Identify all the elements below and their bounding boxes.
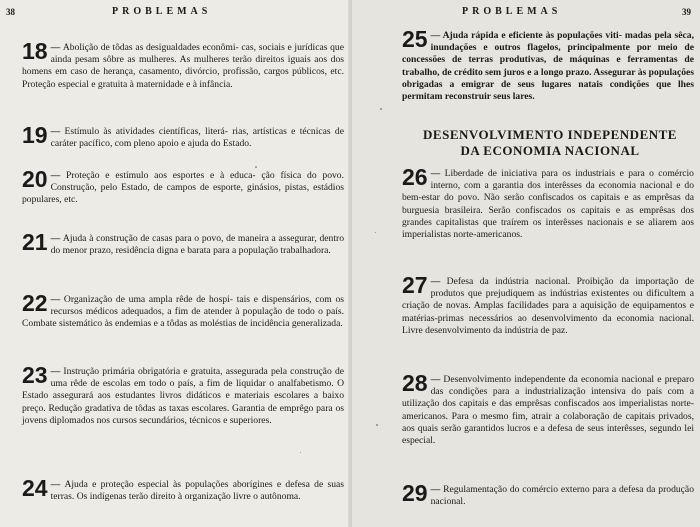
item-text: de maneira a assegurar, dentro do menor prazo, residência digna e barata para a população trabalhadora. xyxy=(50,233,344,257)
print-speck xyxy=(255,166,257,168)
item-lead: Liberdade de iniciativa para os industriais xyxy=(444,168,616,179)
item-number: 18 xyxy=(22,38,48,64)
item-24: 24 — Ajuda e proteção especial às populações aborígines e defesa de suas terras. Os indígenas terão direito à organização livre o autônoma. xyxy=(22,475,344,503)
item-lead: Organização de uma ampla rêde de hospi- xyxy=(63,294,233,305)
item-text: e para o comércio interno, com a garantia dos interêsses da economia nacional e do bem-estar do povo. Não serão confiscados os capitais e as emprêsas da burguesia brasileira. Serão confiscados os capitais e as emprêsas dos grandes capitalistas que traírem os interêsses nacionais e se aliarem aos imperialistas norte-americanos. xyxy=(402,168,694,241)
item-18: 18 — Abolição de tôdas as desigualdades econômi- cas, sociais e jurídicas que ainda pesam sôbre as mulheres. As mulheres terão direitos iguais aos dos homens em caso de herança, casamento, divórcio, profissão, cargos públicos, etc. Proteção especial e gratuita à maternidade e à infância. xyxy=(22,38,344,90)
item-text: a defesa da produção nacional. xyxy=(430,484,694,508)
print-speck xyxy=(376,424,378,426)
item-lead: Instrução primária obrigatória e gratuita, xyxy=(63,366,223,377)
item-text: madas pela sêca, inundações e outros flagelos, principalmente por meio de concessões de terras produtivas, de máquinas e ferramentas de trabalho, de crédito sem juros e a longo prazo. Assegurar às populações obrigadas a emigrar de seus lugares natais condições que lhes permitam reconstruir seus lares. xyxy=(402,30,694,103)
item-lead: Ajuda e proteção especial às populações xyxy=(64,479,229,490)
item-text: rias, artísticas e técnicas de caráter pacífico, com pleno apoio e ajuda do Estado. xyxy=(50,126,344,150)
page-number-right: 39 xyxy=(682,7,691,17)
item-26: 26 — Liberdade de iniciativa para os industriais e para o comércio interno, com a garantia dos interêsses da economia nacional e do bem-estar do povo. Não serão confiscados os capitais e as emprêsas da burguesia brasileira. Serão confiscados os capitais e as emprêsas dos grandes capitalistas que traírem os interêsses nacionais e se aliarem aos imperialistas norte-americanos. xyxy=(402,164,694,241)
running-header-right: PROBLEMAS xyxy=(462,6,562,17)
section-title xyxy=(400,127,700,159)
item-text: nacional e preparo das condições para a industrialização intensiva do país com a utilização dos capitais e das emprêsas confiscados aos imperialistas norte-americanos. Para o mesmo fim, atrair a colaboração de capitais privados, aos quais serão garantidos lucros e a defesa de seus interêsses, segundo lei especial. xyxy=(402,374,694,447)
item-text: aborígines e defesa de suas terras. Os indígenas terão direito à organização livre o autônoma. xyxy=(50,479,344,503)
item-number: 22 xyxy=(22,290,48,316)
item-21: 21 — Ajuda à construção de casas para o povo, de maneira a assegurar, dentro do menor prazo, residência digna e barata para a população trabalhadora. xyxy=(22,229,344,257)
section-title-line-2: DA ECONOMIA NACIONAL xyxy=(460,143,640,158)
item-text: ção física do povo. Construção, pelo Estado, de campos de esporte, ginásios, pistas, estádios populares, etc. xyxy=(22,170,344,206)
item-lead: Ajuda à construção de casas para o povo, xyxy=(62,233,224,244)
running-header-left: PROBLEMAS xyxy=(112,6,212,17)
item-29: 29 — Regulamentação do comércio externo para a defesa da produção nacional. xyxy=(402,480,694,508)
item-lead: Regulamentação do comércio externo para xyxy=(443,484,610,495)
item-28: 28 — Desenvolvimento independente da economia nacional e preparo das condições para a industrialização intensiva do país com a utilização dos capitais e das emprêsas confiscados aos imperialistas norte-americanos. Para o mesmo fim, atrair a colaboração de capitais privados, aos quais serão garantidos lucros e a defesa de seus interêsses, segundo lei especial. xyxy=(402,370,694,447)
item-number: 24 xyxy=(22,475,48,501)
item-lead: Estímulo às atividades científicas, literá- xyxy=(64,126,228,137)
section-title-line-1: DESENVOLVIMENTO INDEPENDENTE xyxy=(423,127,677,142)
item-number: 28 xyxy=(402,370,428,396)
item-lead: Defesa da indústria nacional. Proibição da xyxy=(446,276,629,287)
item-20: 20 — Proteção e estímulo aos esportes e à educa- ção física do povo. Construção, pelo Estado, de campos de esporte, ginásios, pistas, estádios populares, etc. xyxy=(22,166,344,206)
item-23: 23 — Instrução primária obrigatória e gratuita, assegurada pela construção de uma rêde de escolas em todo o país, a fim de liquidar o analfabetismo. O Estado assegurará aos estudantes livros didáticos e materiais escolares a baixo preço. Redução gradativa de tôdas as taxas escolares. Garantia de emprêgo para os jovens diplomados nos cursos secundários, técnicos e superiores. xyxy=(22,362,345,426)
item-number: 23 xyxy=(22,362,48,388)
item-number: 21 xyxy=(22,229,48,255)
item-text: tais e dispensários, com os recursos médicos adequados, a fim de atender à população de todo o país. Combate sistemático às endemias e a tôdas as moléstias de incidência generalizada. xyxy=(22,294,344,330)
item-text: assegurada pela construção de uma rêde de escolas em todo o país, a fim de liquidar o analfabetismo. O Estado assegurará aos estudantes livros didáticos e materiais escolares a baixo preço. Redução gradativa de tôdas as taxas escolares. Garantia de emprêgo para os jovens diplomados nos cursos secundários, técnicos e superiores. xyxy=(22,366,345,426)
item-text: cas, sociais e jurídicas que ainda pesam sôbre as mulheres. As mulheres terão direitos iguais aos dos homens em caso de herança, casamento, divórcio, profissão, cargos públicos, etc. Proteção especial e gratuita à maternidade e à infância. xyxy=(22,42,344,90)
item-number: 29 xyxy=(402,480,428,506)
item-lead: Abolição de tôdas as desigualdades econômi- xyxy=(62,42,239,53)
item-lead: Ajuda rápida e eficiente às populações viti- xyxy=(442,30,622,41)
item-lead: Desenvolvimento independente da economia xyxy=(443,374,619,385)
item-25: 25 — Ajuda rápida e eficiente às populações viti- madas pela sêca, inundações e outros flagelos, principalmente por meio de concessões de terras produtivas, de máquinas e ferramentas de trabalho, de crédito sem juros e a longo prazo. Assegurar às populações obrigadas a emigrar de seus lugares natais condições que lhes permitam reconstruir seus lares. xyxy=(402,26,694,103)
item-27: 27 — Defesa da indústria nacional. Proibição da importação de produtos que prejudiquem as indústrias existentes ou dificultem a criação de novas. Amplas facilidades para a aquisição de equipamentos e matérias-primas necessários ao desenvolvimento da economia nacional. Livre desenvolvimento da indústria de paz. xyxy=(402,272,694,336)
page-number-left: 38 xyxy=(6,7,15,17)
item-number: 19 xyxy=(22,122,48,148)
item-number: 20 xyxy=(22,166,48,192)
right-page xyxy=(352,0,700,527)
print-speck xyxy=(300,452,301,453)
print-speck xyxy=(380,108,382,110)
item-number: 26 xyxy=(402,164,428,190)
item-19: 19 — Estímulo às atividades científicas, literá- rias, artísticas e técnicas de caráter pacífico, com pleno apoio e ajuda do Estado. xyxy=(22,122,344,150)
item-number: 25 xyxy=(402,26,428,52)
item-lead: Proteção e estímulo aos esportes e à educa- xyxy=(65,170,256,181)
print-speck xyxy=(375,232,376,233)
item-number: 27 xyxy=(402,272,428,298)
item-22: 22 — Organização de uma ampla rêde de hospi- tais e dispensários, com os recursos médicos adequados, a fim de atender à população de todo o país. Combate sistemático às endemias e a tôdas as moléstias de incidência generalizada. xyxy=(22,290,344,330)
item-text: importação de produtos que prejudiquem as indústrias existentes ou dificultem a criação de novas. Amplas facilidades para a aquisição de equipamentos e matérias-primas necessários ao desenvolvimento da economia nacional. Livre desenvolvimento da indústria de paz. xyxy=(402,276,694,336)
